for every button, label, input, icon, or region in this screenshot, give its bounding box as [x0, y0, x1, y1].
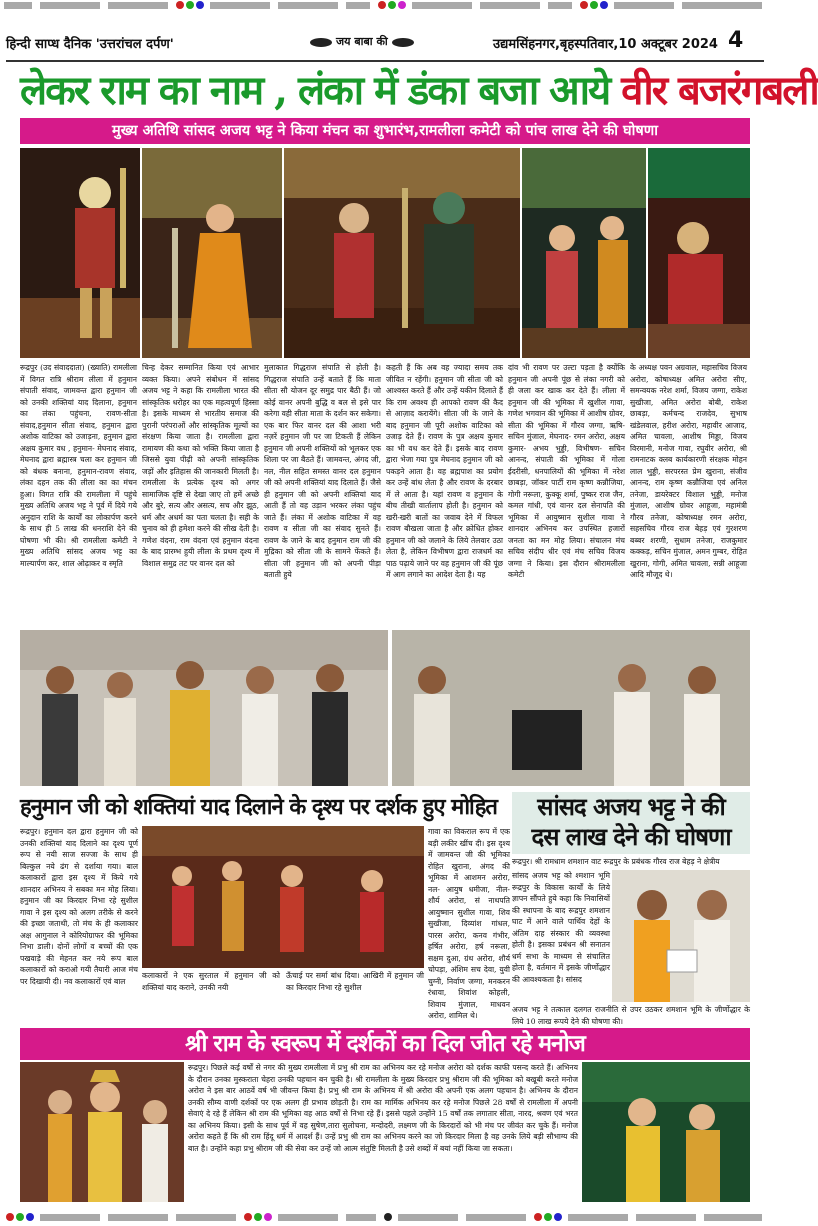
lead-column: के अध्यक्ष पवन अग्रवाल, महासचिव विजय अरोरा, कोषाध्यक्ष अमित अरोरा सीए, समन्वयक नरेश शर्मा, विजय जग्गा, राकेश सुखीजा, अमित अरोरा बोबी, राकेश छाबड़ा, कर्मचन्द राजदेव, सुभाष खंडेलवाल, हरीश अरोरा, महावीर आजाद, अमित चावला, आशीष मिड्डा, विजय विरमानी, मनोज गावा, रघुवीर अरोरा, श्री रामनाटक क्लब कार्यकारणी संरक्षक मोहन लाल भुड्डी, सरपरस्त प्रेम खुराना, संजीव आनन्द, राम कृष्ण कन्नौजिया एवं अनिल तनेजा, डायरेक्टर विशाल भुड्डी, मनोज मुंजाल, आशीष ग्रोवर आहूजा, महामंत्री गौरव तनेजा, कोषाध्यक्ष रमन अरोरा, सहसचिव गौरव राज बेहड़ एवं गुरशरण बब्बर शरणी, सुधाम तनेजा, राजकुमार कक्कड़, सचिन मुंजाल, अमन गुम्बर, रोहित खुराना, गोगी, अमित चावला, सन्नी आहूजा आदि मौजूद थे। [630, 363, 747, 579]
bottom-decor-strip [0, 1212, 770, 1224]
lead-headline: लेकर राम का नाम , लंका में डंका बजा आये वीर बजरंगबली [20, 67, 818, 114]
hanuman-seated-photo [648, 148, 750, 358]
story2-text-left: रूद्रपुर। हनुमान दल द्वारा हनुमान जी को उनकी शक्तियां याद दिलाने का दृश्य पूर्ण रूप से नयी साज सज्जा के साथ ही बिल्कुल नये ढंग से दर्शाया गया। बाल कलाकारों द्वारा इस दृश्य में किये गये शानदार अभिनय ने सबका मन मोह लिया। हनुमान जी का किरदार निभा रहे सुशील गावा ने इस दृश्य को अलग तरीके से करने की इच्छा जताथी, तो मंच के ही कलाकार अक्ष आगुनाल ने कोरियोग्राफर की भूमिका निभा डाली। दोनों लोगों व बच्चों की एक पखवाड़े की मेहनत कर नये रूप बाल कलाकारों को कराओ गयी तैयारी आज मंच पर दिखायी दी। नव कलाकारों एवं बाल [20, 827, 138, 986]
lead-column: चिन्ह देकर सम्मानित किया एवं आभार व्यक्त किया। अपने संबोधन में सांसद अजय भट्ट ने कहा कि रामलीला भारत की सांस्कृतिक धरोहर का एक महत्वपूर्ण हिस्सा है। इसके माध्यम से भारतीय समाज की पुरानी परंपराओं और सांस्कृतिक मूल्यों का संरक्षण किया जाता है। रामलीला द्वारा रामायण की कथा को भक्ति किया जाता है जिससे युवा पीढ़ी को अपनी सांस्कृतिक जड़ों और इतिहास की जानकारी मिलती है। रामलीला के प्रत्येक दृश्य को अगर सामाजिक दृष्टि से देखा जाए तो हमें अच्छे और बुरे, सत्य और असत्य, सच और झूठ, धर्म और अधर्म का पता चलता है। सही के चुनाव को ही हमेशा करने की सीख देती है। गणेश वंदना, राम वंदना एवं हनुमान वंदना के बाद प्रारम्भ हुयी लीला के प्रथम दृश्य में विशाल समुद्र तट पर वानर दल को [142, 363, 259, 568]
manoj-as-ram-photo [20, 1062, 184, 1202]
ram-actor-closeup-photo [582, 1062, 750, 1202]
story3-text: सांसद अजय भट्ट को श्मशान भूमि रूद्रपुर के विकास कार्यों के लिये ज्ञापन सौंपते हुये कहा कि निवासियों की स्थापना के बाद रूद्रपुर शमशान घाट में आने वाले पार्थिव देहों के अंतिम दाह संस्कार की व्यवस्था होती है। इसका प्रबंधन श्री सनातन धर्म सभा के माध्यम से संचालित होता है, वर्तमान में इसके जीर्णोद्धार की आवश्यकता है। सांसद [512, 871, 610, 984]
memorandum-handover-photo [612, 870, 750, 1002]
page-number: 4 [728, 28, 744, 53]
story3-headline: सांसद अजय भट्ट ने की दस लाख देने की घोषणा [512, 792, 750, 854]
lead-subheadline: मुख्य अतिथि सांसद अजय भट्ट ने किया मंचन का शुभारंभ,रामलीला कमेटी को पांच लाख देने की घोषणा [20, 118, 750, 144]
lead-story-text [20, 362, 748, 627]
story3-lead-text: रूद्रपुर। श्री रामधाम शमशान वाट रूद्रपुर के प्रबंधक गौरव राज बेहड़ ने क्षेत्रीय [512, 857, 720, 866]
plaque-inauguration-photo [392, 630, 750, 786]
story2-text-bottom-right: ऊँचाई पर सर्मा बांध दिया। आखिरी में हनुमान जी का किरदार निभा रहे सुशील [286, 971, 424, 992]
child-actors-scene-photo [142, 826, 424, 968]
lead-column: रूद्रपुर (उद संवाददाता) (ख्याति) रामलीला में विगत रात्रि श्रीराम लीला में हनुमान संपाती संवाद, जामवन्त द्वारा हनुमान जी को उनकी शक्तियां याद दिलाना, हनुमान का लंका पहुंचना, रावण-सीता संवाद,हनुमान सीता संवाद, हनुमान द्वारा अशोक वाटिका को उजाड़ना, हनुमान द्वारा अक्षय कुमार वध , हनुमान- मेघनाद संवाद, मेघनाद द्वारा ब्रह्मास्त्र चला कर हनुमान जी को बंधक बनाना, हनुमान-रावण संवाद, लंका दहन तक की लीला का का मंचन हुआ। विगत रात्रि की रामलीला में पहुंचे मुख्य अतिथि अजय भट्ट ने पूर्व में दिये गये अनुदान राशि के कार्यों का लोकार्पण करने के साथ ही 5 लाख की धनराशि देने की घोषणा भी की। श्री रामलीला कमेटी ने मुख्य अतिथि सांसद अजय भट्ट का माल्यार्पण कर, शाल ओढ़ाकर व स्मृति [20, 363, 137, 568]
crowned-actors-photo [522, 148, 646, 358]
story4-text: रूद्रपुर। पिछले कई वर्षों से नगर की मुख्य रामलीला में प्रभु श्री राम का अभिनय कर रहे मनोज अरोरा को दर्शक काफी पसन्द करते हैं। अभिनय के दौरान उनका मुस्कराता चेहरा उनकी पहचान बन चुकी है। श्री रामलीला के मुख्य किरदार प्रभु श्रीराम जी की भूमिका को बखूबी करते मनोज अरोरा ने इस बार आठवें वर्ष भी जीवन्त किया है। प्रभु श्री राम के अभिनय में श्री अरोरा की अपनी एक अलग पहचान है। अभिनय के दौरान उनकी सौम्य वाणी दर्शकों पर एक अलग ही प्रभाव छोड़ती है। राम का मार्मिक अभिनय कर रहे मनोज पिछले 28 वर्षों से रामलीला में अपनी सेवाएं दे रहे हैं लेकिन श्री राम की भूमिका वह आठ वर्षों से निभा रहे हैं। इससे पहले उन्होंने 15 वर्षों तक लगातार सीता, नारद, श्रवण एवं भरत का अभिनय किया। इसी के साथ पूर्व में वह सुषेण,तारा सुलोचना, मन्दोदरी, लक्ष्मण जी के किरदारों को भी मंच पर जीवंत कर चुके हैं। मनोज अरोरा कहते हैं कि श्री राम हिंदू धर्म में आदर्श हैं। उन्हें प्रभु श्री राम का अभिनय करने का जो किरदार मिला है वह उनके लिये बड़ी सौभाग्य की बात है। उन्होंने कहा प्रभु श्रीराम जी की सेवा कर उन्हें जो आत्म संतुष्टि मिलती है उसे शब्दों में बयां नहीं किया जा सकता। [188, 1063, 578, 1153]
story4-headline: श्री राम के स्वरूप में दर्शकों का दिल जीत रहे मनोज [20, 1028, 750, 1060]
masthead-rule [6, 60, 764, 62]
lead-column: कहती हैं कि अब वह ज्यादा समय तक जीवित न रहेंगी। हनुमान जी सीता जी को आश्वस्त करते हैं और उन्हें यकीन दिलाते हैं कि राम अवश्य ही आपको रावण की कैद से आज़ाद करायेंगे। सीता जी के जाने के बाद हनुमान जी पूरी अशोक वाटिका को उजाड़ देते हैं। रावण के पुत्र अक्षय कुमार का भी वध कर देते हैं। इसके बाद रावण द्वारा भेजा गया पुत्र मेघनाद हनुमान जी को पकड़ने आता है। वह ब्रह्मपाश का प्रयोग कर उन्हें बांध लेता है और रावण के दरबार में ले आता है। यहां रावण व हनुमान के बीच तीखी वार्तालाप होती है। हनुमान को खरी-खरी बातों का जवाब देने में विफल रावण बौखला जाता है और क्रोधित होकर हनुमान जी को जलाने के लिये तेलवार उठा लेता है, लेकिन विभीषण द्वारा राजधर्म का पाठ पढ़ाये जाने पर वह हनुमान जी की पूंछ में आग लगाने का आदेश देता है। यह [386, 363, 503, 579]
story3-text-bottom: अजय भट्ट ने तत्काल दलगत राजनीति से उपर उठकर शमशान भूमि के जीर्णोद्धार के लिये 10 लाख रूपये देने की घोषणा की। [512, 1005, 750, 1026]
ravana-court-photo [284, 148, 520, 358]
masthead [6, 14, 764, 60]
oval-ornament-icon [392, 38, 414, 47]
paper-name: हिन्दी साप्ध दैनिक 'उत्तरांचल दर्पण' [6, 37, 174, 52]
story2-text-right: गावा का विकराल रूप में एक बड़ी लकीर खींच दी। इस दृश्य में जामवन्त जी की भूमिका रोहित खुराना, अंगद की भूमिका में आशमन अरोरा, नल- आयुष धमीजा, नील- शौर्य अरोरा, सं नाथपति आयुष्मान सुशील गावा, शिव सुखीजा, दिव्यांश गांधल, पारस अरोरा, कनव गंभीर, हर्षित अरोरा, हर्ष नरूला, सक्षम दुआ, ग्रंथ अरोरा, शौर्य चोपड़ा, अंशिम सच देवा, युवी चुग्नी, निर्वाण जग्गा, मनकरन रंधावा, शिवांश कोहली, शिवाय मुंजाल, माधवन अरोरा, शामिल थे। [428, 827, 510, 1020]
oval-ornament-icon [310, 38, 332, 47]
story2-text-bottom-left: कलाकारों ने एक सुरताल में हनुमान जी को शक्तियां याद कराने, उनकी नयी [142, 971, 280, 992]
edition-date: उद्यमसिंहनगर,बृहस्पतिवार,10 अक्टूबर 2024 [493, 37, 718, 52]
hanuman-on-stage-photo [20, 148, 140, 358]
lead-column: दांव भी रावण पर उल्टा पड़ता है क्योंकि हनुमान जी अपनी पूंछ से लंका नगरी को ही जला कर खाक कर देते हैं। लीला में हनुमान जी की भूमिका में खुशील गावा, गणेश भगवान की भूमिका में आशीष ग्रोवर, सीता की भूमिका में गौरव जग्गा, ऋषि- सचिन मुंजाल, मेघनाद- रमन अरोरा, अक्षय कुमार- अभय भुड्डी, विभीषण- सचिन आनन्द, संपाती की भूमिका में गोला ईदरीसी, धनपालियों की भूमिका में नरेश छाबड़ा, जॉकर पार्टी राम कृष्ण कन्नौजिया, गोगी नरूला, कुक्कू शर्मा, पुष्कर राज जैन, कमल गांधी, एवं वानर दल सेनापति की भूमिका में आयुष्मान सुशील गावा ने शानदार अभिनय कर उपस्थित हजारों जनता का मन मोह लिया। संचालन मंच सचिव संदीप धीर एवं मंच सचिव विजय जग्गा ने किया। इस दौरान श्रीरामलीला कमेटी [508, 363, 625, 579]
chief-guest-felicitation-photo [20, 630, 388, 786]
sita-holding-mic-photo [142, 148, 282, 358]
top-decor-strip [0, 0, 770, 12]
story2-headline: हनुमान जी को शक्तियां याद दिलाने के दृश्य पर दर्शक हुए मोहित [20, 794, 497, 820]
masthead-center: जय बाबा की [306, 34, 418, 49]
lead-column: मुलाकात गिद्धराज संपाति से होती है। गिद्धराज संपाति उन्हें बताते हैं कि माता सीता सौ योजन दूर समुद्र पार बैठी हैं। जो कोई वानर अपनी बुद्धि व बल से इसे पार करेगा वही सीता माता के दर्शन कर सकेगा। एक बार फिर वानर दल की आशा भरी नज़रें हनुमान जी पर जा टिकती हैं लेकिन हनुमान जी अपनी शक्तियों को भूलकर एक शिला पर जा बैठते हैं। जामवन्त, अंगद जी, नल, नील सहित समस्त वानर दल हनुमान जी को अपनी शक्तियां याद दिलाते हैं। जैसे ही हनुमान जी को अपनी शक्तियां याद आती हैं तो वह उड़ान भरकर लंका पहुंच जाते हैं। लंका में अशोक वाटिका में वह रावण व सीता जी का संवाद सुनते हैं। रावण के जाने के बाद हनुमान राम जी की मुद्रिका को सीता जी के सामने फेंकते हैं। सीता जी हनुमान जी को अपनी पीड़ा बताती हुये [264, 363, 381, 579]
